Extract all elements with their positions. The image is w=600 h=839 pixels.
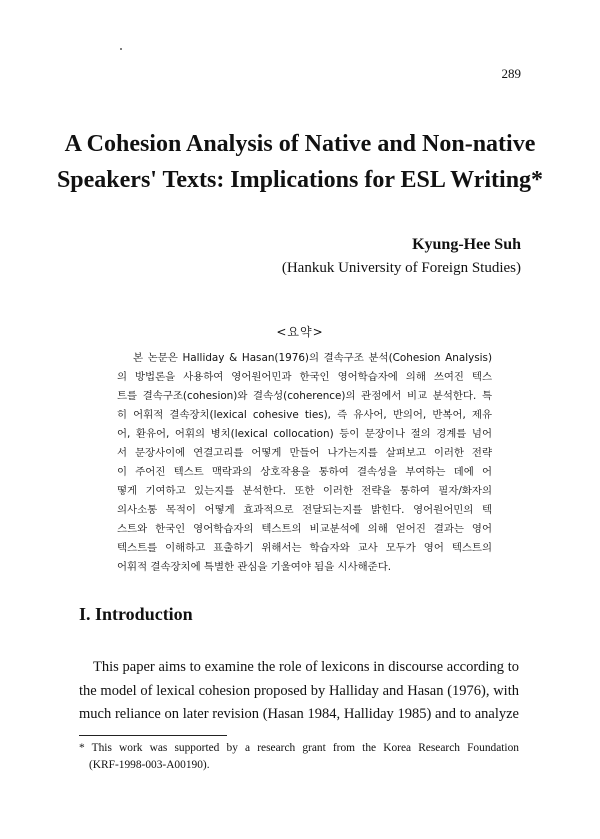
scan-speck: [120, 48, 122, 50]
abstract-line: 텍스트를 이해하고 표출하기 위해서는 학습자와 교사 모두가 영어 텍스트의: [117, 542, 492, 554]
abstract-line: 본 논문은 Halliday & Hasan(1976)의 결속구조 분석(Cohesion Analysis): [133, 352, 492, 364]
abstract-line: 의사소통 목적이 어떻게 효과적으로 전달되는지를 밝힌다. 영어원어민의 텍: [117, 504, 492, 516]
body-line: the model of lexical cohesion proposed by Halliday and Hasan (1976), with: [79, 682, 519, 699]
body-paragraph: [79, 656, 519, 727]
footnote-divider: [79, 735, 227, 736]
abstract-heading: <요약>: [276, 325, 324, 339]
abstract-line: 서 문장사이에 연결고리를 어떻게 만들어 나가는지를 살펴보고 이러한 전략: [117, 447, 492, 459]
footnote: [79, 740, 519, 774]
footnote-line: * This work was supported by a research grant from the Korea Research Foundation: [79, 742, 519, 754]
title-line-1: A Cohesion Analysis of Native and Non-native: [64, 131, 536, 157]
footnote-line: (KRF-1998-003-A00190).: [89, 759, 210, 771]
page-number: 289: [501, 66, 521, 81]
paper-title: [40, 126, 560, 198]
author-name: Kyung-Hee Suh: [412, 236, 521, 253]
abstract-line: 떻게 기여하고 있는지를 분석한다. 또한 이러한 전략을 통하여 필자/화자의: [117, 485, 492, 497]
abstract-line: 이 주어진 텍스트 맥락과의 상호작용을 통하여 결속성을 부여하는 데에 어: [117, 466, 492, 478]
abstract-line: 트를 결속구조(cohesion)와 결속성(coherence)의 관점에서 비교 분석한다. 특: [117, 390, 492, 402]
abstract-line: 어, 환유어, 어휘의 병치(lexical collocation) 등이 문장이나 절의 경계를 넘어: [117, 428, 492, 440]
abstract-line: 의 방법론을 사용하여 영어원어민과 한국인 영어학습자에 의해 쓰여진 텍스: [117, 371, 492, 383]
abstract-line: 스트와 한국인 영어학습자의 텍스트의 비교분석에 의해 얻어진 결과는 영어: [117, 523, 492, 535]
title-line-2: Speakers' Texts: Implications for ESL Writing*: [56, 167, 544, 193]
body-line: This paper aims to examine the role of lexicons in discourse according to: [93, 659, 519, 675]
author-affiliation: (Hankuk University of Foreign Studies): [281, 260, 521, 276]
abstract-body: [117, 349, 492, 577]
section-heading: I. Introduction: [79, 604, 193, 624]
body-line: much reliance on later revision (Hasan 1984, Halliday 1985) and to analyze: [79, 706, 519, 722]
abstract-line: 어휘적 결속장치에 특별한 관심을 기울여야 됨을 시사해준다.: [117, 561, 392, 573]
abstract-line: 히 어휘적 결속장치(lexical cohesive ties), 즉 유사어, 반의어, 반복어, 제유: [117, 409, 492, 421]
